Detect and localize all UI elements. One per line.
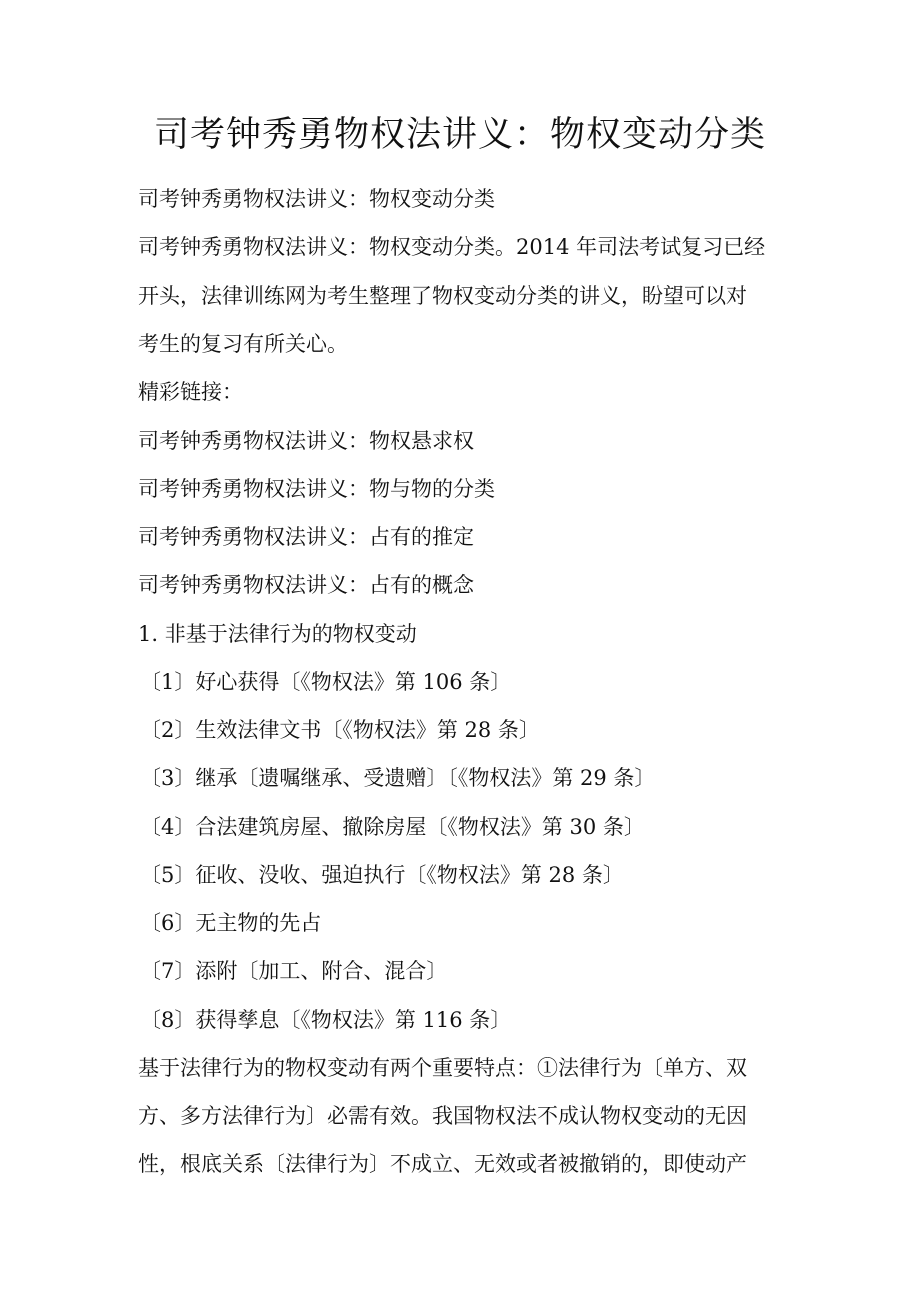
related-link[interactable]: 司考钟秀勇物权法讲义：物与物的分类	[138, 477, 495, 501]
related-link[interactable]: 司考钟秀勇物权法讲义：占有的概念	[138, 573, 474, 597]
list-item: 〔2〕生效法律文书〔《物权法》第 28 条〕	[140, 718, 540, 742]
closing-line: 性，根底关系〔法律行为〕不成立、无效或者被撤销的，即使动产	[138, 1152, 747, 1176]
intro-line: 开头，法律训练网为考生整理了物权变动分类的讲义，盼望可以对	[138, 284, 747, 308]
intro-line: 司考钟秀勇物权法讲义：物权变动分类。2014 年司法考试复习已经	[138, 235, 766, 259]
list-item: 〔6〕无主物的先占	[140, 911, 322, 935]
list-item: 〔4〕合法建筑房屋、撤除房屋〔《物权法》第 30 条〕	[140, 815, 645, 839]
section-heading: 1. 非基于法律行为的物权变动	[138, 622, 417, 646]
list-item: 〔5〕征收、没收、强迫执行〔《物权法》第 28 条〕	[140, 863, 624, 887]
list-item: 〔7〕添附〔加工、附合、混合〕	[140, 959, 448, 983]
document-title: 司考钟秀勇物权法讲义：物权变动分类	[153, 115, 766, 155]
list-item: 〔3〕继承〔遗嘱继承、受遗赠〕〔《物权法》第 29 条〕	[140, 766, 656, 790]
links-heading: 精彩链接：	[138, 380, 243, 404]
intro-line: 考生的复习有所关心。	[138, 332, 348, 356]
list-item: 〔8〕获得孳息〔《物权法》第 116 条〕	[140, 1008, 512, 1032]
closing-line: 基于法律行为的物权变动有两个重要特点：①法律行为〔单方、双	[138, 1056, 747, 1080]
list-item: 〔1〕好心获得〔《物权法》第 106 条〕	[140, 670, 512, 694]
document-subtitle: 司考钟秀勇物权法讲义：物权变动分类	[138, 187, 495, 211]
related-link[interactable]: 司考钟秀勇物权法讲义：占有的推定	[138, 525, 474, 549]
closing-line: 方、多方法律行为〕必需有效。我国物权法不成认物权变动的无因	[138, 1104, 747, 1128]
related-link[interactable]: 司考钟秀勇物权法讲义：物权悬求权	[138, 429, 474, 453]
